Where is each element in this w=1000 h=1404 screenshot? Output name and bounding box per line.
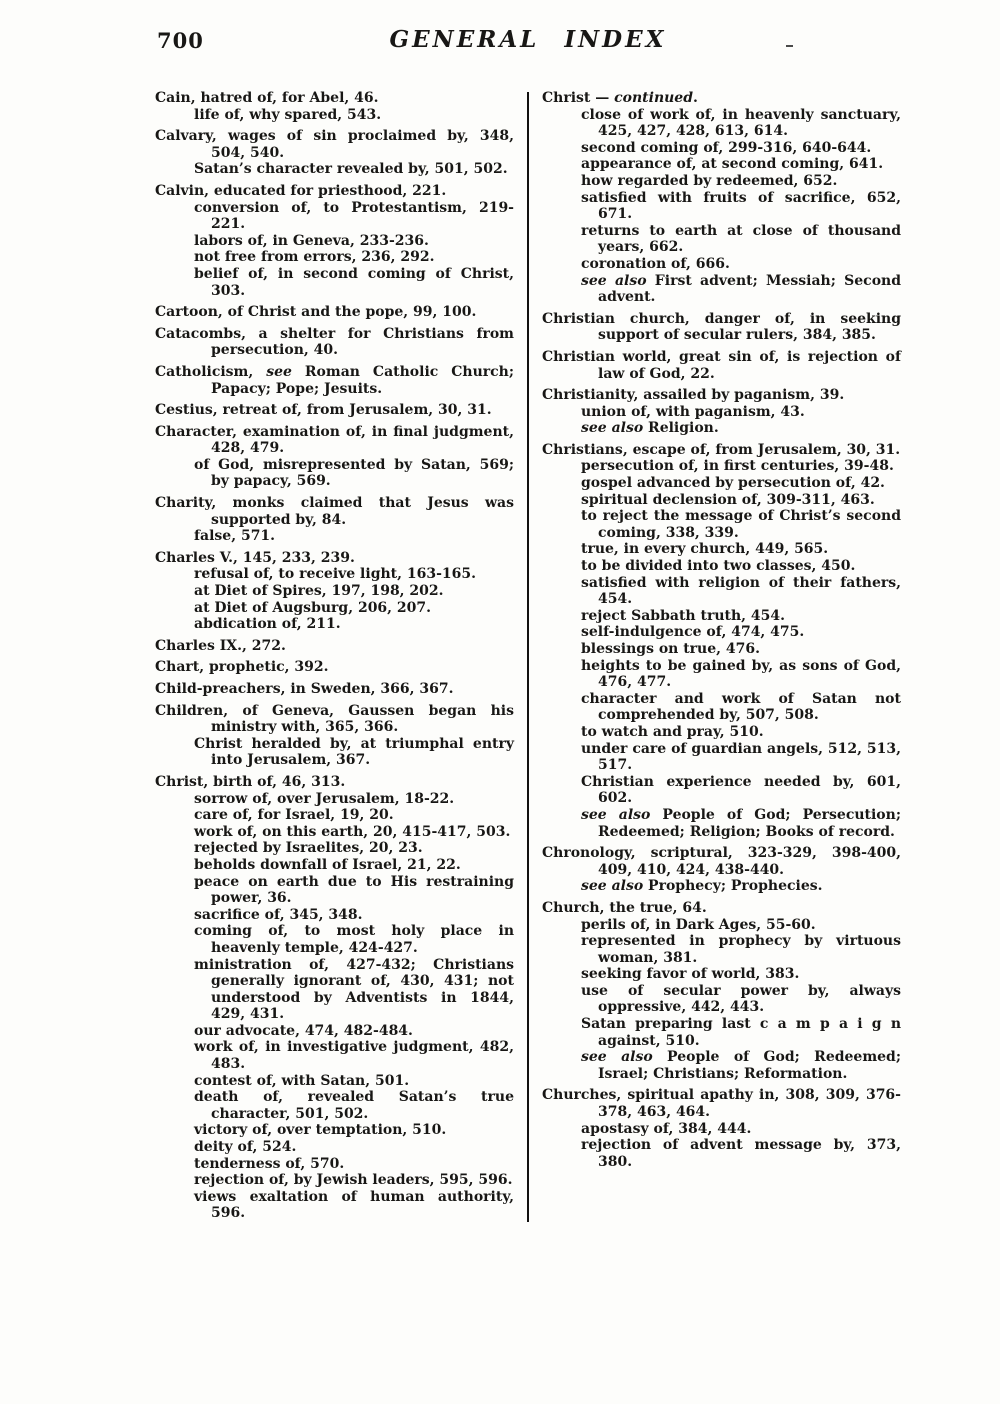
index-entry xyxy=(155,1039,514,1072)
entry-text: work of, in investigative judgment, 482, 483. xyxy=(194,1039,514,1073)
index-entry xyxy=(155,703,514,736)
index-entry xyxy=(155,233,514,250)
index-entry xyxy=(542,349,901,382)
index-entry xyxy=(542,223,901,256)
index-entry xyxy=(155,774,514,791)
entry-text: second coming of, 299-316, 640-644. xyxy=(581,139,872,156)
entry-text: care of, for Israel, 19, 20. xyxy=(194,807,394,824)
index-entry xyxy=(155,1023,514,1040)
index-entry xyxy=(155,874,514,907)
entry-text: Calvary, wages of sin proclaimed by, 348, 504, 540. xyxy=(155,128,514,161)
index-entry xyxy=(542,1137,901,1170)
entry-text: Christian church, danger of, in seeking support of secular rulers, 384, 385. xyxy=(542,310,901,344)
index-entry xyxy=(542,691,901,724)
entry-text: ministration of, 427-432; Christians generally ignorant of, 430, 431; not understood by Adventists in 1844, 429, 431. xyxy=(194,956,514,1023)
entry-text: death of, revealed Satan’s true character, 501, 502. xyxy=(194,1089,514,1122)
cross-reference-label: see also xyxy=(581,1049,653,1066)
entry-text: Christianity, assailed by paganism, 39. xyxy=(542,387,845,404)
index-entry xyxy=(155,791,514,808)
cross-reference-label: see also xyxy=(581,878,644,895)
entry-text: Charity, monks claimed that Jesus was supported by, 84. xyxy=(155,495,514,528)
entry-text: seeking favor of world, 383. xyxy=(581,966,800,983)
index-entry xyxy=(155,824,514,841)
entry-text: Chart, prophetic, 392. xyxy=(155,659,329,676)
entry-text: how regarded by redeemed, 652. xyxy=(581,172,838,189)
index-entry xyxy=(542,658,901,691)
entry-text: tenderness of, 570. xyxy=(194,1155,345,1172)
scan-artifact-mark xyxy=(786,45,793,47)
entry-text: blessings on true, 476. xyxy=(581,641,760,657)
index-entry xyxy=(155,128,514,161)
index-entry xyxy=(542,90,901,107)
entry-text: false, 571. xyxy=(194,528,276,545)
index-entry xyxy=(155,161,514,178)
entry-text: apostasy of, 384, 444. xyxy=(581,1120,752,1137)
entry-text: our advocate, 474, 482-484. xyxy=(194,1022,413,1039)
entry-text: to reject the message of Christ’s second coming, 338, 339. xyxy=(581,508,901,541)
index-entry xyxy=(155,807,514,824)
index-entry xyxy=(155,457,514,490)
entry-text: life of, why spared, 543. xyxy=(194,106,382,123)
entry-text: returns to earth at close of thousand years, 662. xyxy=(581,222,901,256)
index-entry xyxy=(542,624,901,641)
entry-text: Christians, escape of, from Jerusalem, 30, 31. xyxy=(542,441,901,458)
entry-text: Chronology, scriptural, 323-329, 398-400, 409, 410, 424, 438-440. xyxy=(542,845,901,878)
index-entry xyxy=(155,566,514,583)
entry-text: of God, misrepresented by Satan, 569; by papacy, 569. xyxy=(194,456,514,490)
index-entry xyxy=(155,583,514,600)
index-entry xyxy=(542,107,901,140)
index-entry xyxy=(155,550,514,567)
entry-text: represented in prophecy by virtuous woman, 381. xyxy=(581,933,901,966)
index-entry xyxy=(155,659,514,676)
entry-text: labors of, in Geneva, 233-236. xyxy=(194,232,429,249)
index-entry xyxy=(155,107,514,124)
entry-text: heights to be gained by, as sons of God, 476, 477. xyxy=(581,657,901,691)
entry-text: People of God; Redeemed; Israel; Christians; Reformation. xyxy=(598,1049,902,1082)
index-entry xyxy=(542,983,901,1016)
index-entry xyxy=(542,807,901,840)
entry-text: People of God; Persecution; Redeemed; Religion; Books of record. xyxy=(598,806,901,840)
entry-text: self-indulgence of, 474, 475. xyxy=(581,624,805,641)
index-entry xyxy=(155,840,514,857)
index-entry xyxy=(155,1073,514,1090)
entry-text: Cartoon, of Christ and the pope, 99, 100. xyxy=(155,304,477,321)
index-entry xyxy=(542,608,901,625)
index-entry xyxy=(155,1172,514,1189)
index-entry xyxy=(155,907,514,924)
index-entry xyxy=(542,442,901,459)
entry-text: victory of, over temptation, 510. xyxy=(194,1122,447,1139)
entry-text: not free from errors, 236, 292. xyxy=(194,249,435,266)
index-entry xyxy=(542,1121,901,1138)
entry-text: Satan preparing last c a m p a i g n against, 510. xyxy=(581,1016,901,1049)
index-entry xyxy=(155,1189,514,1222)
entry-text: Church, the true, 64. xyxy=(542,899,707,916)
index-entry xyxy=(155,681,514,698)
index-entry xyxy=(155,495,514,528)
entry-text: Charles V., 145, 233, 239. xyxy=(155,549,355,566)
entry-text: contest of, with Satan, 501. xyxy=(194,1072,410,1089)
entry-text: sacrifice of, 345, 348. xyxy=(194,906,363,923)
index-entry xyxy=(155,957,514,1023)
index-entry xyxy=(542,917,901,934)
index-entry xyxy=(155,736,514,769)
entry-text: beholds downfall of Israel, 21, 22. xyxy=(194,856,461,873)
entry-text: close of work of, in heavenly sanctuary, 425, 427, 428, 613, 614. xyxy=(581,106,901,140)
entry-text: satisfied with religion of their fathers, 454. xyxy=(581,574,901,608)
entry-text: peace on earth due to His restraining power, 36. xyxy=(194,873,514,907)
index-entry xyxy=(542,273,901,306)
index-entry xyxy=(155,616,514,633)
entry-text: Prophecy; Prophecies. xyxy=(643,878,823,895)
entry-text: appearance of, at second coming, 641. xyxy=(581,156,884,173)
entry-text: Christian experience needed by, 601, 602. xyxy=(581,773,901,807)
index-entry xyxy=(155,923,514,956)
index-entry xyxy=(155,326,514,359)
entry-text: use of secular power by, always oppressive, 442, 443. xyxy=(581,982,901,1016)
index-entry xyxy=(155,857,514,874)
index-column-right xyxy=(542,90,901,1222)
entry-text: Character, examination of, in final judgment, 428, 479. xyxy=(155,423,514,457)
cross-reference-label: see also xyxy=(581,272,647,289)
index-entry xyxy=(542,508,901,541)
entry-text: rejected by Israelites, 20, 23. xyxy=(194,840,423,857)
entry-text: gospel advanced by persecution of, 42. xyxy=(581,475,885,492)
entry-text: at Diet of Augsburg, 206, 207. xyxy=(194,599,432,616)
column-divider-rule xyxy=(527,92,529,1222)
entry-text: Churches, spiritual apathy in, 308, 309, 376-378, 463, 464. xyxy=(542,1087,901,1121)
page-number: 700 xyxy=(157,28,204,53)
entry-text: union of, with paganism, 43. xyxy=(581,403,805,420)
index-entry xyxy=(542,173,901,190)
entry-text: to watch and pray, 510. xyxy=(581,723,764,740)
index-entry xyxy=(155,424,514,457)
index-entry xyxy=(542,966,901,983)
index-entry xyxy=(542,1049,901,1082)
entry-text: rejection of advent message by, 373, 380. xyxy=(581,1137,901,1170)
index-entry xyxy=(542,845,901,878)
index-entry xyxy=(542,541,901,558)
entry-text: sorrow of, over Jerusalem, 18-22. xyxy=(194,790,455,807)
entry-text: Children, of Geneva, Gaussen began his ministry with, 365, 366. xyxy=(155,702,514,736)
index-entry xyxy=(542,311,901,344)
index-entry xyxy=(542,458,901,475)
index-entry xyxy=(155,304,514,321)
index-entry xyxy=(155,1122,514,1139)
index-entry xyxy=(155,1139,514,1156)
entry-text: Christian world, great sin of, is rejection of law of God, 22. xyxy=(542,348,901,382)
entry-text: Cestius, retreat of, from Jerusalem, 30, 31. xyxy=(155,402,492,419)
entry-text: rejection of, by Jewish leaders, 595, 596. xyxy=(194,1172,513,1189)
index-entry xyxy=(542,933,901,966)
index-columns xyxy=(155,90,903,1222)
index-entry xyxy=(542,741,901,774)
entry-text: Calvin, educated for priesthood, 221. xyxy=(155,182,447,199)
entry-text: deity of, 524. xyxy=(194,1139,297,1156)
cross-reference-label: see also xyxy=(581,420,644,437)
page-title: GENERAL INDEX xyxy=(389,26,667,53)
entry-text: Christ heralded by, at triumphal entry into Jerusalem, 367. xyxy=(194,735,514,769)
index-entry xyxy=(542,475,901,492)
index-entry xyxy=(542,558,901,575)
entry-text: coronation of, 666. xyxy=(581,255,730,272)
entry-text: to be divided into two classes, 450. xyxy=(581,558,856,575)
index-entry xyxy=(155,1089,514,1122)
index-entry xyxy=(155,1156,514,1173)
index-entry xyxy=(542,492,901,509)
entry-text: Catacombs, a shelter for Christians from persecution, 40. xyxy=(155,325,514,359)
index-entry xyxy=(542,140,901,157)
index-entry xyxy=(542,724,901,741)
index-entry xyxy=(542,1016,901,1049)
index-entry xyxy=(542,156,901,173)
index-entry xyxy=(155,528,514,545)
index-entry xyxy=(542,641,901,658)
entry-text: character and work of Satan not comprehended by, 507, 508. xyxy=(581,690,901,724)
entry-text: abdication of, 211. xyxy=(194,616,341,633)
index-entry xyxy=(155,90,514,107)
index-entry xyxy=(542,774,901,807)
entry-text: Charles IX., 272. xyxy=(155,637,286,654)
entry-text: Satan’s character revealed by, 501, 502. xyxy=(194,161,508,178)
entry-text: Roman Catholic Church; Papacy; Pope; Jesuits. xyxy=(211,363,515,397)
entry-text: conversion of, to Protestantism, 219-221. xyxy=(194,199,514,233)
index-column-left xyxy=(155,90,514,1222)
entry-text: at Diet of Spires, 197, 198, 202. xyxy=(194,583,444,600)
index-entry xyxy=(542,900,901,917)
index-entry xyxy=(542,575,901,608)
index-entry xyxy=(155,402,514,419)
entry-text: Christ, birth of, 46, 313. xyxy=(155,773,346,790)
entry-text: true, in every church, 449, 565. xyxy=(581,541,829,558)
entry-text: Religion. xyxy=(643,420,719,437)
index-entry xyxy=(155,364,514,397)
index-entry xyxy=(155,600,514,617)
entry-text: perils of, in Dark Ages, 55-60. xyxy=(581,916,816,933)
index-entry xyxy=(155,638,514,655)
cross-reference-label: continued xyxy=(614,90,694,106)
entry-text: . xyxy=(693,90,698,106)
entry-text: belief of, in second coming of Christ, 303. xyxy=(194,265,514,299)
entry-text: reject Sabbath truth, 454. xyxy=(581,607,785,624)
index-entry xyxy=(155,200,514,233)
entry-text: persecution of, in first centuries, 39-48. xyxy=(581,458,894,475)
entry-text: work of, on this earth, 20, 415-417, 503. xyxy=(194,823,511,840)
index-entry xyxy=(542,878,901,895)
cross-reference-label: see also xyxy=(581,806,651,823)
index-entry xyxy=(542,420,901,437)
index-entry xyxy=(542,190,901,223)
entry-text: refusal of, to receive light, 163-165. xyxy=(194,566,477,583)
index-entry xyxy=(542,1087,901,1120)
entry-text: views exaltation of human authority, 596. xyxy=(194,1188,514,1222)
index-entry xyxy=(155,183,514,200)
entry-text: Cain, hatred of, for Abel, 46. xyxy=(155,90,379,106)
entry-text: under care of guardian angels, 512, 513, 517. xyxy=(581,740,901,774)
entry-text: spiritual declension of, 309-311, 463. xyxy=(581,491,875,508)
index-entry xyxy=(542,404,901,421)
entry-text: First advent; Messiah; Second advent. xyxy=(598,272,901,306)
cross-reference-label: see xyxy=(266,363,292,380)
entry-text: coming of, to most holy place in heavenly temple, 424-427. xyxy=(194,923,514,956)
entry-text: Child-preachers, in Sweden, 366, 367. xyxy=(155,681,454,697)
page-header xyxy=(0,0,1000,66)
index-entry xyxy=(155,249,514,266)
index-entry xyxy=(155,266,514,299)
index-entry xyxy=(542,256,901,273)
entry-text: Catholicism, xyxy=(155,363,267,380)
entry-text: Christ — xyxy=(542,90,615,106)
entry-text: satisfied with fruits of sacrifice, 652, 671. xyxy=(581,189,901,223)
index-entry xyxy=(542,387,901,404)
